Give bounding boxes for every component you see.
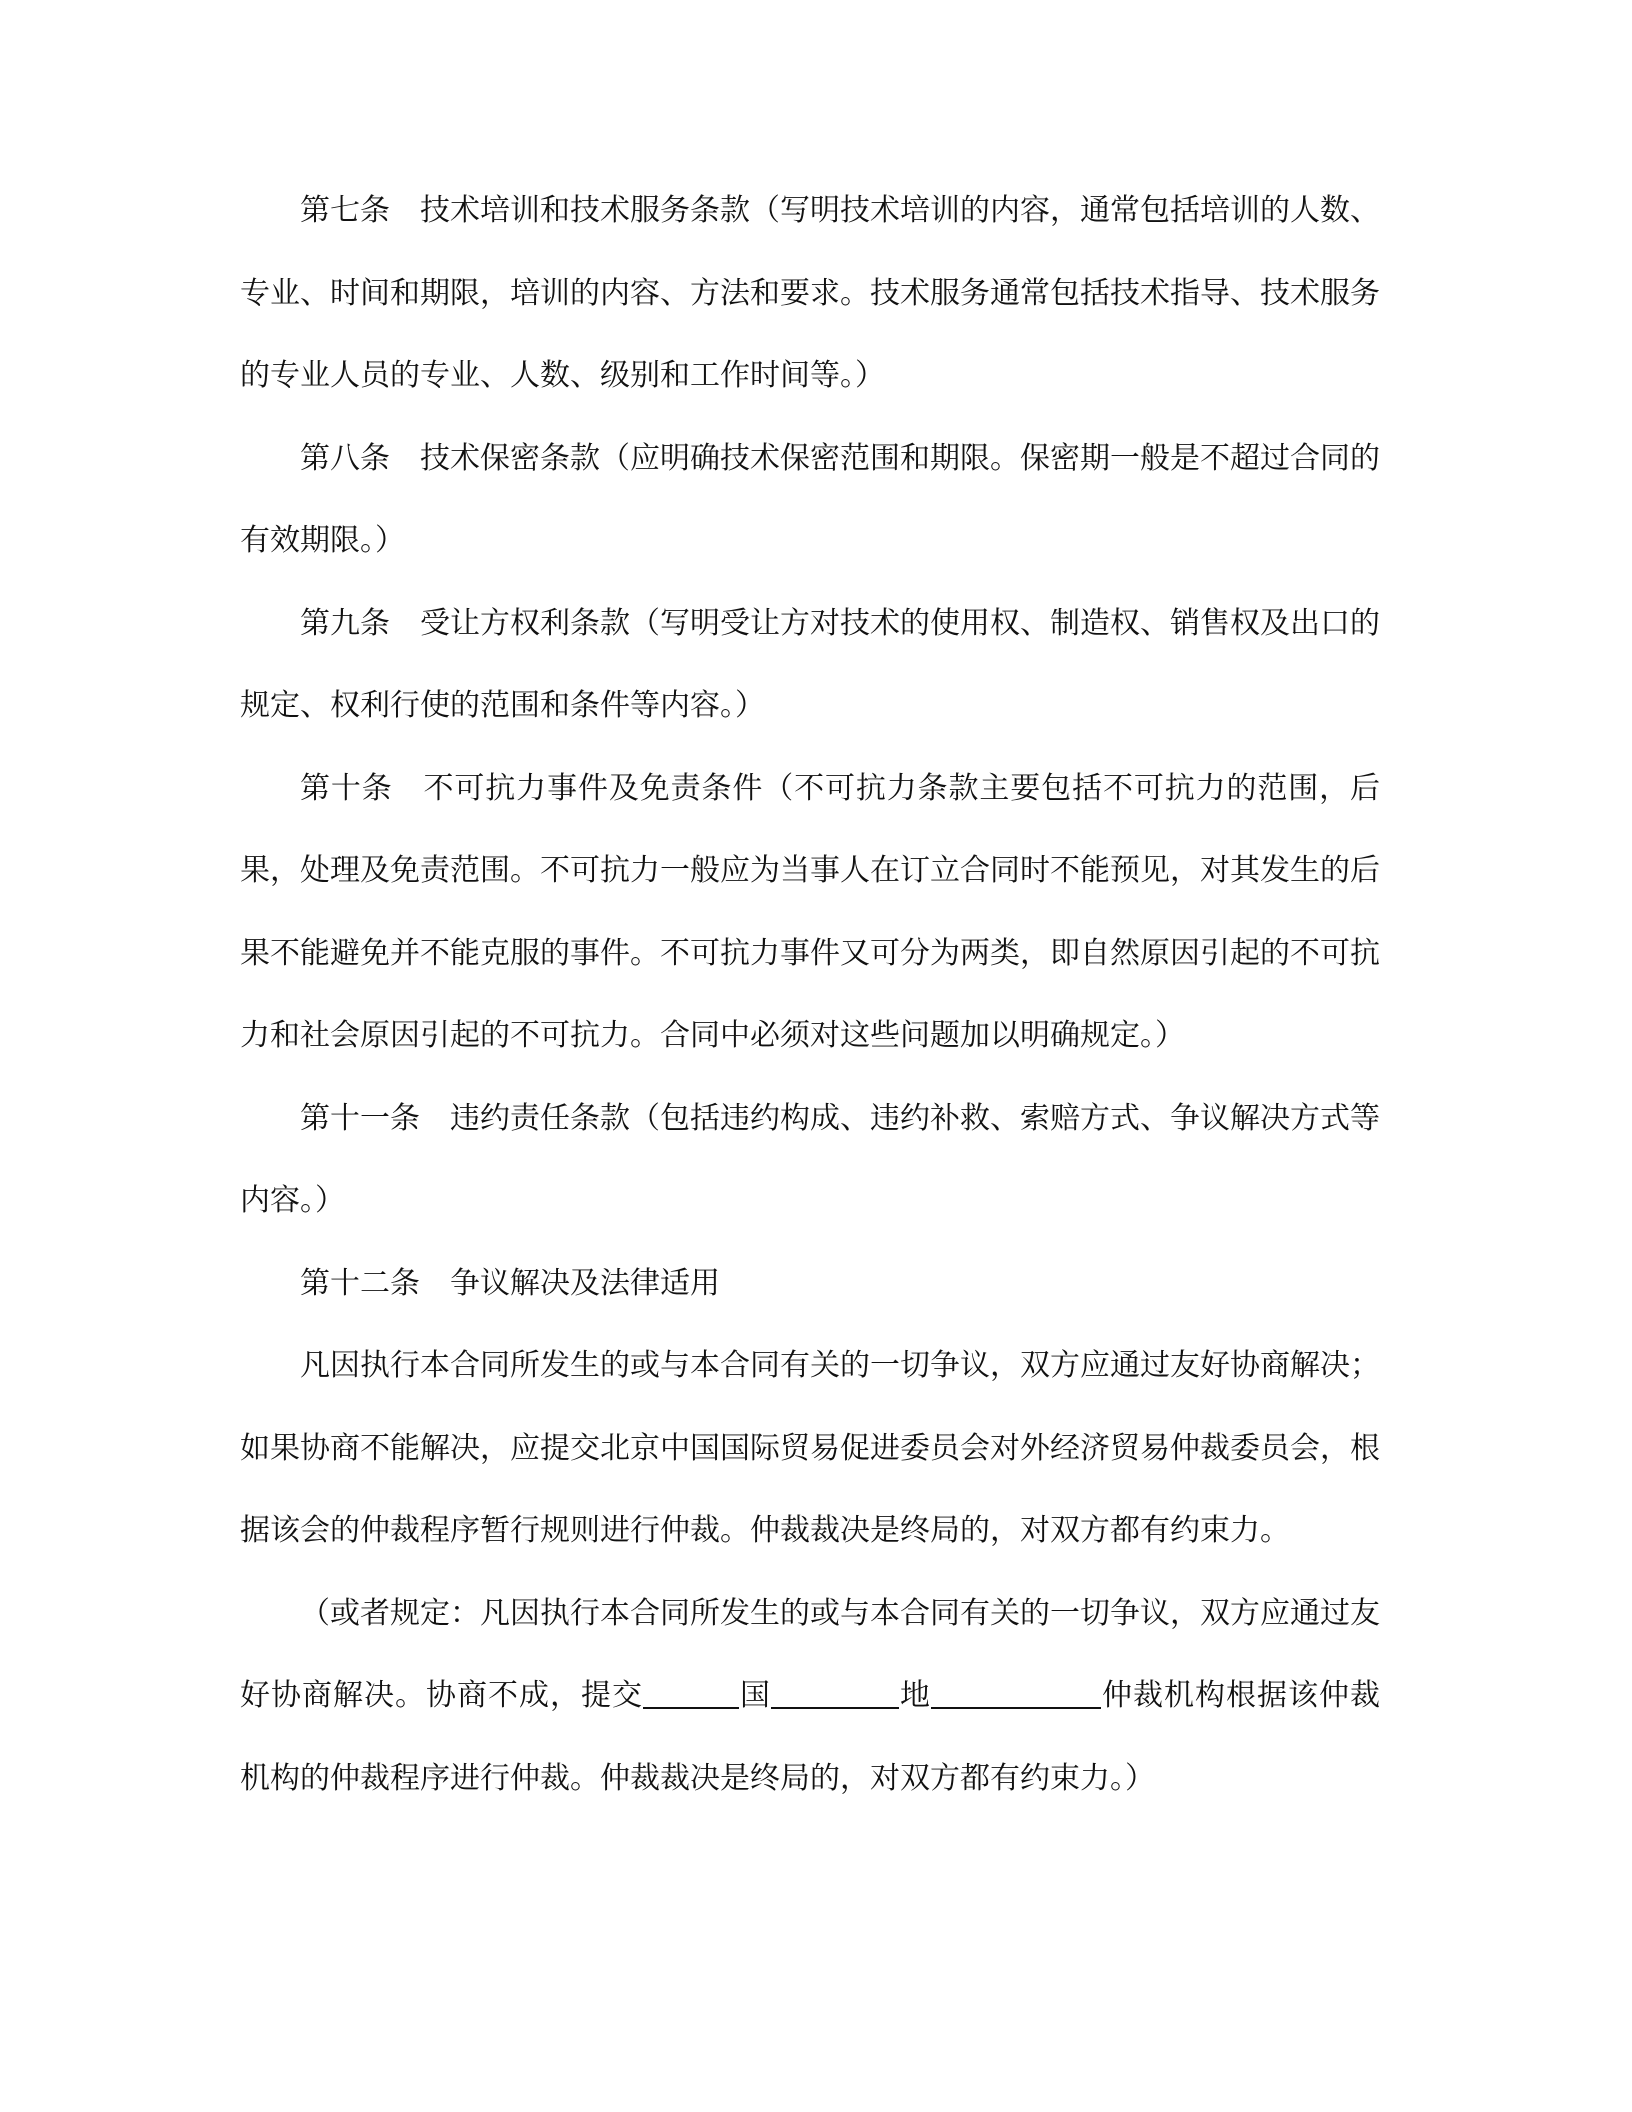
article-heading: 第十一条 <box>300 1100 420 1136</box>
article-heading: 第八条 <box>300 440 390 476</box>
article-11 <box>240 1078 1380 1243</box>
article-heading: 第十条 <box>300 770 393 806</box>
blank-institution-field[interactable] <box>931 1675 1101 1709</box>
blank-country-field[interactable] <box>643 1675 739 1709</box>
article-heading: 第七条 <box>300 193 390 228</box>
blank-place-field[interactable] <box>771 1675 899 1709</box>
place-label: 地 <box>899 1678 931 1713</box>
article-text: 技术培训和技术服务条款（写明技术培训的内容，通常包括培训的人数、专业、时间和期限，培训的内容、方法和要求。技术服务通常包括技术指导、技术服务的专业人员的专业、人数、级别和工作时间等。） <box>240 193 1380 393</box>
document-page <box>240 170 1380 1820</box>
article-8 <box>240 418 1380 583</box>
article-7 <box>240 170 1380 418</box>
article-text: 不可抗力事件及免责条件（不可抗力条款主要包括不可抗力的范围，后果，处理及免责范围。不可抗力一般应为当事人在订立合同时不能预见，对其发生的后果不能避免并不能克服的事件。不可抗力事件又可分为两类，即自然原因引起的不可抗力和社会原因引起的不可抗力。合同中必须对这些问题加以明确规定。） <box>240 770 1381 1053</box>
article-10 <box>240 748 1380 1078</box>
article-text: 争议解决及法律适用 <box>450 1265 720 1301</box>
alternative-text-part2: 仲裁机构根据该仲裁机构的仲裁程序进行仲裁。仲裁裁决是终局的，对双方都有约束力。） <box>240 1678 1380 1796</box>
country-label: 国 <box>739 1678 771 1713</box>
alternative-text-part1: （或者规定：凡因执行本合同所发生的或与本合同有关的一切争议，双方应通过友好协商解决。协商不成，提交 <box>240 1595 1380 1713</box>
article-12 <box>240 1243 1380 1326</box>
article-text: 受让方权利条款（写明受让方对技术的使用权、制造权、销售权及出口的规定、权利行使的范围和条件等内容。） <box>240 605 1380 723</box>
alternative-clause <box>240 1573 1380 1821</box>
article-text: 技术保密条款（应明确技术保密范围和期限。保密期一般是不超过合同的有效期限。） <box>240 440 1380 558</box>
article-heading: 第十二条 <box>300 1265 420 1301</box>
dispute-paragraph: 凡因执行本合同所发生的或与本合同有关的一切争议，双方应通过友好协商解决；如果协商不能解决，应提交北京中国国际贸易促进委员会对外经济贸易仲裁委员会，根据该会的仲裁程序暂行规则进行仲裁。仲裁裁决是终局的，对双方都有约束力。 <box>240 1348 1380 1548</box>
article-9 <box>240 583 1380 748</box>
article-text: 违约责任条款（包括违约构成、违约补救、索赔方式、争议解决方式等内容。） <box>240 1100 1380 1218</box>
article-heading: 第九条 <box>300 605 390 641</box>
